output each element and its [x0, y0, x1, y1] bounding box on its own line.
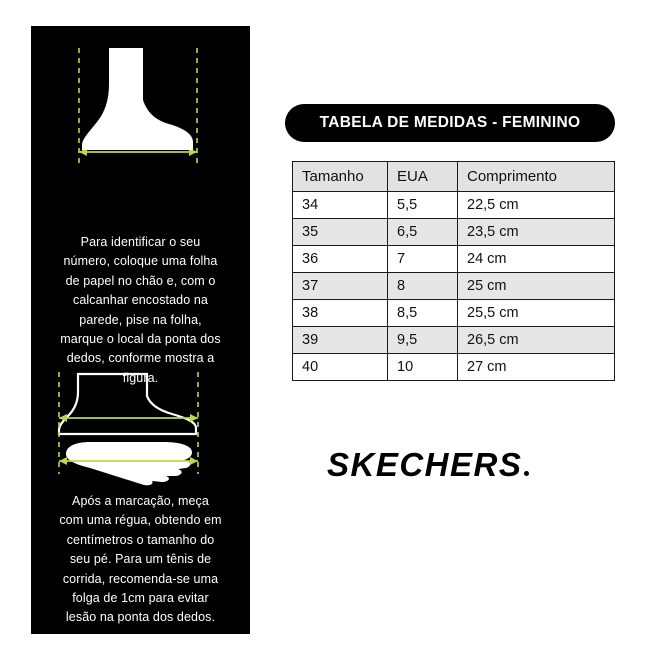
cell-us: 10 [388, 354, 458, 381]
table-row [293, 219, 615, 246]
cell-size: 37 [293, 273, 388, 300]
cell-us: 6,5 [388, 219, 458, 246]
size-table-container [292, 161, 614, 381]
column-header-us: EUA [388, 162, 458, 192]
cell-length: 24 cm [458, 246, 615, 273]
step-2-caption: Após a marcação, meça com uma régua, obtendo em centímetros o tamanho do seu pé. Para um tênis de corrida, recomenda-se uma folga de 1cm para evitar lesão na ponta dos dedos. [59, 494, 222, 625]
cell-length: 23,5 cm [458, 219, 615, 246]
table-row [293, 327, 615, 354]
brand-name: SKECHERS [327, 446, 523, 483]
cell-length: 25,5 cm [458, 300, 615, 327]
brand-logo [327, 446, 587, 506]
page-title: TABELA DE MEDIDAS - FEMININO [285, 104, 615, 142]
cell-size: 38 [293, 300, 388, 327]
cell-length: 27 cm [458, 354, 615, 381]
cell-us: 8,5 [388, 300, 458, 327]
cell-us: 8 [388, 273, 458, 300]
foot-side-view-diagram [31, 26, 250, 216]
cell-length: 26,5 cm [458, 327, 615, 354]
step-1-caption: Para identificar o seu número, coloque uma folha de papel no chão e, com o calcanhar encostado na parede, pise na folha, marque o local da ponta dos dedos, conforme mostra a figura. [60, 235, 221, 385]
table-row [293, 192, 615, 219]
cell-size: 35 [293, 219, 388, 246]
cell-size: 40 [293, 354, 388, 381]
cell-us: 7 [388, 246, 458, 273]
table-row [293, 300, 615, 327]
cell-size: 39 [293, 327, 388, 354]
cell-length: 25 cm [458, 273, 615, 300]
column-header-size: Tamanho [293, 162, 388, 192]
table-row [293, 354, 615, 381]
cell-us: 9,5 [388, 327, 458, 354]
column-header-length: Comprimento [458, 162, 615, 192]
cell-length: 22,5 cm [458, 192, 615, 219]
cell-size: 34 [293, 192, 388, 219]
instructions-panel [31, 26, 250, 634]
brand-registered-dot [524, 471, 529, 476]
measurements-column [285, 26, 630, 634]
foot-side-view-icon [51, 26, 231, 216]
table-row [293, 273, 615, 300]
foot-measure-icon [46, 358, 236, 488]
cell-us: 5,5 [388, 192, 458, 219]
size-table [292, 161, 615, 381]
table-row [293, 246, 615, 273]
foot-measure-diagram [31, 358, 250, 508]
cell-size: 36 [293, 246, 388, 273]
table-header-row [293, 162, 615, 192]
